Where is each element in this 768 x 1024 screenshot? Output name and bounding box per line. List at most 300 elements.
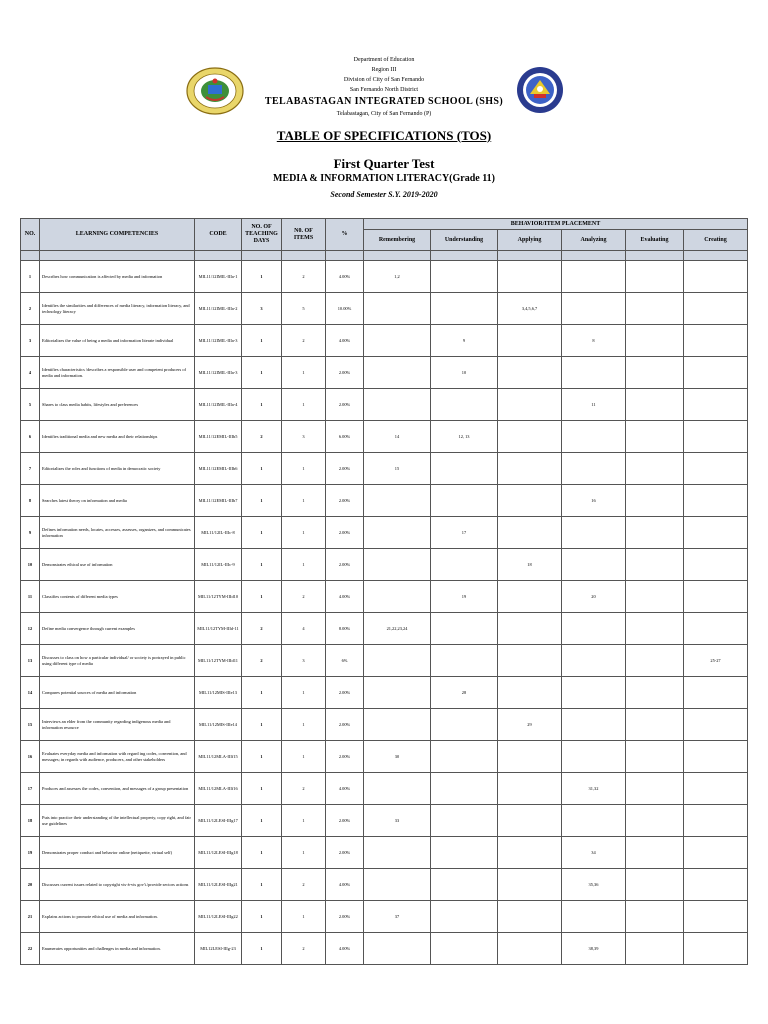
test-title: First Quarter Test	[333, 156, 435, 171]
teaching-days: 1	[242, 933, 282, 965]
doc-title: TABLE OF SPECIFICATIONS (TOS)	[276, 128, 492, 143]
applying-items	[498, 453, 562, 485]
applying-items	[498, 581, 562, 613]
competency-text: Evaluates everyday media and information with regard ing codes, convention, and messages; in regards with audience, producers, and other stakeholders	[40, 741, 195, 773]
item-percent: 2.00%	[326, 485, 364, 517]
applying-items	[498, 901, 562, 933]
competency-text: Identifies characteristics /describes a responsible user and competent producers of media and information.	[40, 357, 195, 389]
competency-code: MIL11/12IL-IIIc-9	[195, 549, 242, 581]
remembering-items: 30	[364, 741, 431, 773]
evaluating-items	[626, 485, 684, 517]
competency-text: Define media convergence through current examples	[40, 613, 195, 645]
table-row	[21, 389, 748, 421]
creating-items	[684, 709, 748, 741]
teaching-days: 1	[242, 485, 282, 517]
item-count: 1	[282, 805, 326, 837]
division-line: Division of City of San Fernando	[343, 77, 425, 83]
remembering-items	[364, 293, 431, 325]
evaluating-items	[626, 389, 684, 421]
analyzing-items: 16	[562, 485, 626, 517]
row-number: 1	[21, 261, 40, 293]
competency-text: Shares to class media habits, lifestyles and preferences	[40, 389, 195, 421]
remembering-items: 21,22,23,24	[364, 613, 431, 645]
competency-code: MIL11/12EMIL-IIIb7	[195, 485, 242, 517]
teaching-days: 2	[242, 421, 282, 453]
col-evaluating: Evaluating	[626, 230, 684, 251]
row-number: 11	[21, 581, 40, 613]
applying-items	[498, 421, 562, 453]
competency-text: Puts into practice their understanding of the intellectual property, copy right, and fair use guidelines	[40, 805, 195, 837]
applying-items	[498, 613, 562, 645]
item-count: 2	[282, 325, 326, 357]
competency-text: Describes how communication is affected by media and information	[40, 261, 195, 293]
col-code: CODE	[195, 219, 242, 251]
applying-items	[498, 773, 562, 805]
creating-items	[684, 421, 748, 453]
evaluating-items	[626, 741, 684, 773]
competency-code: MIL11/12TYM-IIId-11	[195, 613, 242, 645]
item-percent: 4.00%	[326, 869, 364, 901]
table-row	[21, 581, 748, 613]
tos-table	[20, 218, 748, 965]
understanding-items	[431, 773, 498, 805]
competency-code: MIL11/12IMIL-IIIa-3	[195, 357, 242, 389]
row-number: 18	[21, 805, 40, 837]
analyzing-items: 34	[562, 837, 626, 869]
item-percent: 4.00%	[326, 933, 364, 965]
remembering-items	[364, 709, 431, 741]
teaching-days: 1	[242, 773, 282, 805]
evaluating-items	[626, 261, 684, 293]
competency-text: Searches latest theory on information and media	[40, 485, 195, 517]
applying-items	[498, 357, 562, 389]
applying-items	[498, 837, 562, 869]
remembering-items	[364, 837, 431, 869]
table-row	[21, 517, 748, 549]
analyzing-items: 35,36	[562, 869, 626, 901]
competency-code: MIL11/12MLA-IIIf15	[195, 741, 242, 773]
item-percent: 2.00%	[326, 453, 364, 485]
competency-code: MIL11/12MIS-IIIe14	[195, 709, 242, 741]
competency-text: Explains actions to promote ethical use of media and information.	[40, 901, 195, 933]
teaching-days: 1	[242, 325, 282, 357]
address-line: Telabastagan, City of San Fernando (P)	[336, 111, 432, 117]
understanding-items	[431, 709, 498, 741]
evaluating-items	[626, 325, 684, 357]
col-understanding: Understanding	[431, 230, 498, 251]
understanding-items: 10	[431, 357, 498, 389]
understanding-items	[431, 645, 498, 677]
analyzing-items	[562, 293, 626, 325]
evaluating-items	[626, 517, 684, 549]
table-row	[21, 837, 748, 869]
creating-items	[684, 901, 748, 933]
item-percent: 2.00%	[326, 389, 364, 421]
teaching-days: 1	[242, 805, 282, 837]
item-count: 3	[282, 645, 326, 677]
item-percent: 2.00%	[326, 741, 364, 773]
item-count: 2	[282, 261, 326, 293]
item-count: 1	[282, 389, 326, 421]
teaching-days: 1	[242, 741, 282, 773]
competency-code: MIL11/12IMIL-IIIa-1	[195, 261, 242, 293]
competency-code: MIL11/12TYM-IIId11	[195, 645, 242, 677]
item-percent: 4.00%	[326, 325, 364, 357]
item-percent: 10.00%	[326, 293, 364, 325]
teaching-days: 1	[242, 261, 282, 293]
competency-text: Defines information needs, locates, accesses, assesses, organizes, and communicates information	[40, 517, 195, 549]
remembering-items: 33	[364, 805, 431, 837]
applying-items	[498, 869, 562, 901]
row-number: 15	[21, 709, 40, 741]
applying-items	[498, 677, 562, 709]
competency-text: Produces and assesses the codes, convention, and messages of a group presentation	[40, 773, 195, 805]
applying-items	[498, 645, 562, 677]
competency-text: Identifies the similarities and differences of media literacy, information literacy, and technology literacy	[40, 293, 195, 325]
competency-code: MIL11/12MIS-IIIe13	[195, 677, 242, 709]
table-row	[21, 773, 748, 805]
remembering-items	[364, 389, 431, 421]
understanding-items	[431, 389, 498, 421]
applying-items: 18	[498, 549, 562, 581]
creating-items	[684, 261, 748, 293]
understanding-items	[431, 453, 498, 485]
analyzing-items	[562, 901, 626, 933]
evaluating-items	[626, 421, 684, 453]
creating-items: 25-27	[684, 645, 748, 677]
row-number: 7	[21, 453, 40, 485]
row-number: 16	[21, 741, 40, 773]
table-row	[21, 293, 748, 325]
evaluating-items	[626, 901, 684, 933]
creating-items	[684, 805, 748, 837]
table-row	[21, 645, 748, 677]
row-number: 8	[21, 485, 40, 517]
teaching-days: 1	[242, 549, 282, 581]
understanding-items: 9	[431, 325, 498, 357]
creating-items	[684, 357, 748, 389]
table-row	[21, 613, 748, 645]
remembering-items	[364, 645, 431, 677]
analyzing-items	[562, 261, 626, 293]
table-row	[21, 901, 748, 933]
row-number: 22	[21, 933, 40, 965]
teaching-days: 1	[242, 453, 282, 485]
item-count: 1	[282, 453, 326, 485]
item-count: 2	[282, 933, 326, 965]
competency-text: Enumerates opportunities and challenges in media and information.	[40, 933, 195, 965]
row-number: 21	[21, 901, 40, 933]
item-percent: 2.00%	[326, 901, 364, 933]
col-percent: %	[326, 219, 364, 251]
row-number: 12	[21, 613, 40, 645]
analyzing-items	[562, 805, 626, 837]
competency-code: MIL11/12IMIL-IIIa-2	[195, 293, 242, 325]
item-count: 3	[282, 421, 326, 453]
item-count: 1	[282, 677, 326, 709]
competency-text: Classifies contents of different media types	[40, 581, 195, 613]
item-percent: 2.00%	[326, 517, 364, 549]
col-creating: Creating	[684, 230, 748, 251]
creating-items	[684, 933, 748, 965]
analyzing-items: 20	[562, 581, 626, 613]
competency-code: MIL11/12LESI-IIIg21	[195, 869, 242, 901]
col-behavior: BEHAVIOR/ITEM PLACEMENT	[364, 219, 748, 230]
analyzing-items	[562, 453, 626, 485]
item-count: 1	[282, 741, 326, 773]
row-number: 4	[21, 357, 40, 389]
competency-text: Demonstrates ethical use of information	[40, 549, 195, 581]
creating-items	[684, 549, 748, 581]
competency-text: Identifies traditional media and new media and their relationships	[40, 421, 195, 453]
item-percent: 2.00%	[326, 549, 364, 581]
semester-line: Second Semester S.Y. 2019-2020	[330, 190, 438, 199]
analyzing-items	[562, 357, 626, 389]
competency-code: MIL11/12IL-IIIc-8	[195, 517, 242, 549]
table-row	[21, 421, 748, 453]
item-count: 1	[282, 837, 326, 869]
district-line: San Fernando North District	[349, 87, 419, 93]
col-days: NO. OF TEACHING DAYS	[242, 219, 282, 251]
competency-code: MIL11/12MLA-IIIf16	[195, 773, 242, 805]
creating-items	[684, 453, 748, 485]
evaluating-items	[626, 837, 684, 869]
analyzing-items	[562, 421, 626, 453]
teaching-days: 2	[242, 613, 282, 645]
teaching-days: 1	[242, 901, 282, 933]
header-spacer-row	[21, 251, 748, 261]
competency-text: Editorializes the value of being a media and information literate individual	[40, 325, 195, 357]
creating-items	[684, 389, 748, 421]
applying-items: 29	[498, 709, 562, 741]
item-percent: 2.00%	[326, 709, 364, 741]
competency-text: Demonstrates proper conduct and behavior online (netiquette, virtual self)	[40, 837, 195, 869]
applying-items	[498, 517, 562, 549]
row-number: 5	[21, 389, 40, 421]
creating-items	[684, 293, 748, 325]
teaching-days: 1	[242, 581, 282, 613]
understanding-items	[431, 613, 498, 645]
item-percent: 4.00%	[326, 773, 364, 805]
item-percent: 4.00%	[326, 581, 364, 613]
evaluating-items	[626, 677, 684, 709]
teaching-days: 1	[242, 357, 282, 389]
item-percent: 2.00%	[326, 357, 364, 389]
evaluating-items	[626, 709, 684, 741]
applying-items	[498, 389, 562, 421]
evaluating-items	[626, 357, 684, 389]
teaching-days: 1	[242, 389, 282, 421]
understanding-items	[431, 901, 498, 933]
creating-items	[684, 581, 748, 613]
remembering-items: 37	[364, 901, 431, 933]
analyzing-items	[562, 549, 626, 581]
understanding-items	[431, 261, 498, 293]
teaching-days: 2	[242, 645, 282, 677]
col-competencies: LEARNING COMPETENCIES	[40, 219, 195, 251]
table-row	[21, 709, 748, 741]
col-no: NO.	[21, 219, 40, 251]
evaluating-items	[626, 581, 684, 613]
analyzing-items	[562, 517, 626, 549]
competency-text: Discusses to class on how a particular individual/ or society is portrayed in public using different type of media	[40, 645, 195, 677]
understanding-items	[431, 837, 498, 869]
remembering-items: 1,2	[364, 261, 431, 293]
understanding-items: 17	[431, 517, 498, 549]
competency-text: Interviews an elder from the community regarding indigenous media and information resource	[40, 709, 195, 741]
table-row	[21, 805, 748, 837]
row-number: 9	[21, 517, 40, 549]
evaluating-items	[626, 549, 684, 581]
table-row	[21, 933, 748, 965]
understanding-items: 28	[431, 677, 498, 709]
applying-items	[498, 805, 562, 837]
creating-items	[684, 741, 748, 773]
competency-code: MIL11/12LESI-IIIg17	[195, 805, 242, 837]
col-analyzing: Analyzing	[562, 230, 626, 251]
understanding-items	[431, 869, 498, 901]
analyzing-items	[562, 741, 626, 773]
table-row	[21, 741, 748, 773]
row-number: 10	[21, 549, 40, 581]
teaching-days: 3	[242, 293, 282, 325]
creating-items	[684, 773, 748, 805]
evaluating-items	[626, 805, 684, 837]
remembering-items	[364, 549, 431, 581]
understanding-items	[431, 293, 498, 325]
teaching-days: 1	[242, 709, 282, 741]
evaluating-items	[626, 645, 684, 677]
item-count: 5	[282, 293, 326, 325]
analyzing-items: 8	[562, 325, 626, 357]
remembering-items	[364, 357, 431, 389]
competency-text: Compares potential sources of media and information	[40, 677, 195, 709]
evaluating-items	[626, 773, 684, 805]
remembering-items	[364, 581, 431, 613]
item-percent: 8.00%	[326, 613, 364, 645]
creating-items	[684, 485, 748, 517]
item-count: 2	[282, 581, 326, 613]
evaluating-items	[626, 933, 684, 965]
competency-code: MIL11/12EMIL-IIIb5	[195, 421, 242, 453]
row-number: 14	[21, 677, 40, 709]
row-number: 6	[21, 421, 40, 453]
dept-line: Department of Education	[353, 57, 415, 63]
analyzing-items	[562, 613, 626, 645]
item-percent: 6.00%	[326, 421, 364, 453]
remembering-items: 14	[364, 421, 431, 453]
applying-items	[498, 933, 562, 965]
table-row	[21, 869, 748, 901]
table-row	[21, 677, 748, 709]
competency-text: Editorializes the roles and functions of media in democratic society	[40, 453, 195, 485]
teaching-days: 1	[242, 677, 282, 709]
remembering-items	[364, 869, 431, 901]
table-row	[21, 261, 748, 293]
col-applying: Applying	[498, 230, 562, 251]
competency-text: Discusses current issues related to copyright vis-à-vis gov't./provide sectors actions	[40, 869, 195, 901]
remembering-items	[364, 325, 431, 357]
competency-code: MIL11/12TYM-IIId10	[195, 581, 242, 613]
item-percent: 6%	[326, 645, 364, 677]
creating-items	[684, 517, 748, 549]
item-count: 1	[282, 485, 326, 517]
applying-items: 3,4,5,6,7	[498, 293, 562, 325]
analyzing-items	[562, 645, 626, 677]
analyzing-items: 38,39	[562, 933, 626, 965]
item-percent: 2.00%	[326, 805, 364, 837]
item-count: 1	[282, 357, 326, 389]
creating-items	[684, 325, 748, 357]
item-count: 1	[282, 549, 326, 581]
item-count: 1	[282, 709, 326, 741]
item-count: 2	[282, 773, 326, 805]
analyzing-items: 31,32	[562, 773, 626, 805]
analyzing-items	[562, 677, 626, 709]
competency-code: MIL11/12LESI-IIIg22	[195, 901, 242, 933]
teaching-days: 1	[242, 869, 282, 901]
col-items: N0. OF ITEMS	[282, 219, 326, 251]
row-number: 17	[21, 773, 40, 805]
understanding-items: 12, 13	[431, 421, 498, 453]
item-count: 2	[282, 869, 326, 901]
item-count: 1	[282, 901, 326, 933]
evaluating-items	[626, 293, 684, 325]
remembering-items	[364, 933, 431, 965]
understanding-items	[431, 933, 498, 965]
table-row	[21, 549, 748, 581]
row-number: 3	[21, 325, 40, 357]
item-percent: 2.00%	[326, 677, 364, 709]
analyzing-items: 11	[562, 389, 626, 421]
tos-body	[21, 261, 748, 965]
creating-items	[684, 837, 748, 869]
creating-items	[684, 613, 748, 645]
item-count: 1	[282, 517, 326, 549]
understanding-items	[431, 549, 498, 581]
remembering-items	[364, 517, 431, 549]
creating-items	[684, 677, 748, 709]
analyzing-items	[562, 709, 626, 741]
competency-code: MIL11/12LESI-IIIg18	[195, 837, 242, 869]
document-header	[0, 0, 768, 210]
evaluating-items	[626, 453, 684, 485]
competency-code: MIL11/12IMIL-IIIa-4	[195, 389, 242, 421]
understanding-items	[431, 805, 498, 837]
table-row	[21, 357, 748, 389]
applying-items	[498, 485, 562, 517]
table-row	[21, 485, 748, 517]
teaching-days: 1	[242, 517, 282, 549]
table-row	[21, 453, 748, 485]
applying-items	[498, 325, 562, 357]
teaching-days: 1	[242, 837, 282, 869]
understanding-items	[431, 485, 498, 517]
applying-items	[498, 741, 562, 773]
remembering-items	[364, 773, 431, 805]
competency-code: MIL11/12EMIL-IIIb6	[195, 453, 242, 485]
school-name: TELABASTAGAN INTEGRATED SCHOOL (SHS)	[264, 96, 504, 107]
row-number: 13	[21, 645, 40, 677]
creating-items	[684, 869, 748, 901]
item-count: 4	[282, 613, 326, 645]
remembering-items	[364, 677, 431, 709]
row-number: 20	[21, 869, 40, 901]
competency-code: MIL11/12IMIL-IIIa-3	[195, 325, 242, 357]
item-percent: 2.00%	[326, 837, 364, 869]
item-percent: 4.00%	[326, 261, 364, 293]
region-line: Region III	[371, 67, 397, 73]
